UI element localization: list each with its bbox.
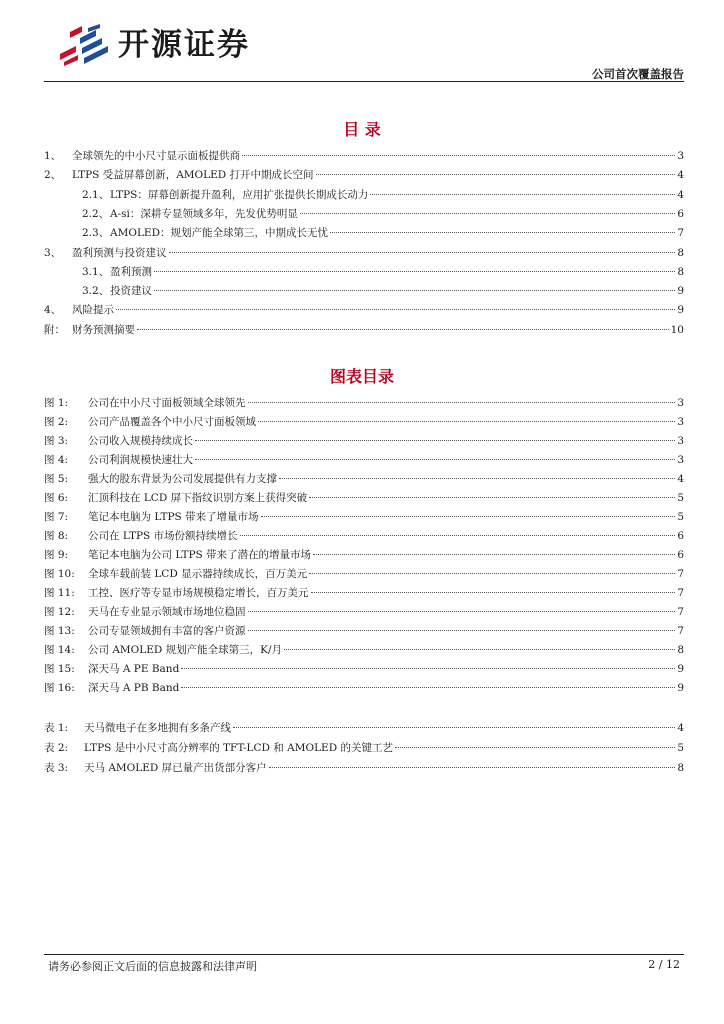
dot-leader (195, 459, 675, 460)
table-entry-number: 表 1: (44, 722, 69, 734)
figure-entry-title: 公司产品覆盖各个中小尺寸面板领域 (88, 416, 256, 428)
figure-entry[interactable] (44, 509, 684, 526)
figure-entry-title: 公司在中小尺寸面板领域全球领先 (88, 397, 246, 409)
figure-entry-page: 5 (677, 511, 684, 523)
figure-entry-number: 图 1: (44, 397, 69, 409)
toc-entry-page: 9 (677, 304, 684, 317)
toc-entry[interactable] (82, 264, 684, 281)
toc-entry[interactable] (82, 283, 684, 300)
toc-entry-number: 4、 (44, 304, 62, 317)
figure-entry-number: 图 16: (44, 682, 75, 694)
figure-entry-title: 公司利润规模快速壮大 (88, 454, 193, 466)
dot-leader (240, 535, 676, 536)
toc-entry-page: 4 (677, 169, 684, 182)
figure-entry-page: 3 (677, 416, 684, 428)
figure-entry-number: 图 14: (44, 644, 75, 656)
dot-leader (154, 271, 675, 272)
dot-leader (181, 668, 675, 669)
dot-leader (309, 573, 675, 574)
figure-entry-page: 6 (677, 530, 684, 542)
toc-entry-title: 盈利预测 (110, 265, 152, 278)
dot-leader (395, 747, 675, 748)
figure-entry-title: 笔记本电脑为 LTPS 带来了增量市场 (88, 511, 259, 523)
toc-entry-title: 风险提示 (72, 304, 114, 317)
dot-leader (284, 649, 675, 650)
dot-leader (313, 554, 675, 555)
figure-entry-page: 6 (677, 549, 684, 561)
figure-entry-page: 7 (677, 606, 684, 618)
toc-entry-number: 2.3、 (82, 227, 110, 240)
toc-entry-number: 2、 (44, 169, 62, 182)
figure-entry[interactable] (44, 604, 684, 621)
toc-entry-title: AMOLED：规划产能全球第三，中期成长无忧 (110, 227, 328, 240)
toc-entry-number: 2.2、 (82, 207, 110, 220)
figure-entry-page: 7 (677, 568, 684, 580)
figure-entry-title: 工控、医疗等专显市场规模稳定增长，百万美元 (88, 587, 309, 599)
figure-entry-page: 5 (677, 492, 684, 504)
figure-entry[interactable] (44, 433, 684, 450)
dot-leader (330, 232, 675, 233)
table-entry-number: 表 3: (44, 762, 69, 774)
dot-leader (181, 687, 675, 688)
figure-entry-number: 图 6: (44, 492, 69, 504)
toc-entry-number: 1、 (44, 150, 62, 162)
figure-entry-number: 图 8: (44, 530, 69, 542)
logo-red-strokes (60, 26, 82, 66)
dot-leader (195, 440, 675, 441)
toc-entry-title: LTPS：屏幕创新提升盈利，应用扩张提供长期成长动力 (110, 188, 369, 201)
figure-entry-title: 公司收入规模持续成长 (88, 435, 193, 447)
figure-entry[interactable] (44, 680, 684, 697)
figure-entry-title: 全球车载前装 LCD 显示器持续成长，百万美元 (88, 568, 308, 580)
figure-entry[interactable] (44, 452, 684, 469)
toc-entry[interactable] (44, 245, 684, 262)
dot-leader (116, 309, 675, 310)
figure-entry-number: 图 13: (44, 625, 75, 637)
dot-leader (261, 516, 676, 517)
figure-entry-title: 笔记本电脑为公司 LTPS 带来了潜在的增量市场 (88, 549, 312, 561)
figure-entry[interactable] (44, 528, 684, 545)
figure-entry-title: 公司在 LTPS 市场份额持续增长 (88, 530, 238, 542)
figure-entry-title: 公司 AMOLED 规划产能全球第三，K/月 (88, 644, 283, 656)
toc-entry-number: 3、 (44, 246, 62, 259)
figure-entry-page: 3 (677, 397, 684, 409)
dot-leader (248, 611, 676, 612)
figure-entry[interactable] (44, 566, 684, 583)
toc-entry[interactable] (82, 187, 684, 204)
logo-mark-icon (56, 24, 112, 66)
figure-entry-title: 深天马 A PE Band (88, 663, 180, 675)
table-entry-title: 天马微电子在多地拥有多条产线 (84, 722, 231, 734)
figure-entry-number: 图 3: (44, 435, 69, 447)
dot-leader (258, 421, 675, 422)
figure-entry-title: 汇顶科技在 LCD 屏下指纹识别方案上获得突破 (88, 492, 308, 504)
figure-entry[interactable] (44, 471, 684, 488)
toc-entry[interactable] (82, 225, 684, 242)
table-entry-page: 8 (677, 762, 684, 774)
dot-leader (269, 767, 676, 768)
figure-entry-page: 3 (677, 454, 684, 466)
toc-entry-page: 3 (677, 150, 684, 162)
toc-entry-page: 6 (677, 207, 684, 220)
toc-entry-page: 9 (677, 285, 684, 298)
logo-blue-strokes (80, 24, 108, 64)
figure-entry[interactable] (44, 585, 684, 602)
figure-entry-page: 4 (677, 473, 684, 485)
header-divider (44, 81, 684, 82)
page-number: 2 / 12 (648, 958, 680, 971)
figure-entry-number: 图 15: (44, 663, 75, 675)
toc-entry-page: 8 (677, 265, 684, 278)
report-type-label: 公司首次覆盖报告 (592, 67, 684, 81)
dot-leader (242, 155, 675, 156)
figure-entry-number: 图 12: (44, 606, 75, 618)
figure-entry-page: 7 (677, 587, 684, 599)
figure-entry-page: 8 (677, 644, 684, 656)
figure-entry-title: 公司专显领域拥有丰富的客户资源 (88, 625, 246, 637)
table-entry-title: LTPS 是中小尺寸高分辨率的 TFT-LCD 和 AMOLED 的关键工艺 (84, 742, 393, 754)
table-entry-number: 表 2: (44, 742, 69, 754)
figure-entry-title: 强大的股东背景为公司发展提供有力支撑 (88, 473, 277, 485)
figure-entry-number: 图 7: (44, 511, 69, 523)
table-entry-page: 5 (677, 742, 684, 754)
toc-entry-number: 3.1、 (82, 265, 110, 278)
figure-entry-number: 图 5: (44, 473, 69, 485)
figure-entry-page: 9 (677, 682, 684, 694)
company-logo (56, 22, 306, 68)
dot-leader (309, 497, 675, 498)
brand-name: 开源证券 (118, 27, 250, 63)
toc-entry-title: A-si：深耕专显领域多年，先发优势明显 (110, 207, 298, 220)
toc-entry[interactable] (44, 302, 684, 319)
footer-divider (44, 954, 684, 955)
figure-entry-title: 天马在专业显示领域市场地位稳固 (88, 606, 246, 618)
toc-entry-page: 7 (677, 227, 684, 240)
toc-entry-page: 4 (677, 188, 684, 201)
figure-entry[interactable] (44, 661, 684, 678)
table-entry[interactable] (44, 760, 684, 777)
table-entry[interactable] (44, 720, 684, 737)
toc-entry-page: 10 (670, 323, 684, 336)
toc-entry[interactable] (82, 206, 684, 223)
figure-entry-page: 9 (677, 663, 684, 675)
toc-entry-page: 8 (677, 246, 684, 259)
toc-title: 目 录 (343, 120, 381, 139)
dot-leader (233, 727, 675, 728)
dot-leader (300, 213, 675, 214)
footer-disclaimer: 请务必参阅正文后面的信息披露和法律声明 (48, 960, 257, 973)
dot-leader (279, 478, 675, 479)
toc-entry-number: 2.1、 (82, 188, 110, 201)
toc-entry[interactable] (44, 167, 684, 184)
dot-leader (169, 252, 676, 253)
table-entry-title: 天马 AMOLED 屏已量产出货部分客户 (84, 762, 267, 774)
figure-entry-page: 7 (677, 625, 684, 637)
toc-entry[interactable] (44, 148, 684, 165)
figure-entry-number: 图 2: (44, 416, 69, 428)
figures-list-title: 图表目录 (329, 367, 394, 386)
figure-entry[interactable] (44, 490, 684, 507)
dot-leader (316, 174, 676, 175)
figure-entry-page: 3 (677, 435, 684, 447)
toc-entry-title: 财务预测摘要 (72, 323, 135, 336)
dot-leader (137, 329, 669, 330)
figure-entry[interactable] (44, 547, 684, 564)
toc-entry-title: 投资建议 (110, 285, 152, 298)
figure-entry[interactable] (44, 414, 684, 431)
figure-entry[interactable] (44, 395, 684, 412)
figure-entry-number: 图 9: (44, 549, 69, 561)
toc-entry[interactable] (44, 322, 684, 339)
figure-entry[interactable] (44, 642, 684, 659)
toc-entry-number: 附： (44, 323, 65, 336)
page-header (44, 20, 684, 82)
dot-leader (248, 402, 676, 403)
table-entry-page: 4 (677, 722, 684, 734)
dot-leader (370, 194, 675, 195)
toc-entry-title: LTPS 受益屏幕创新，AMOLED 打开中期成长空间 (72, 169, 314, 182)
figure-entry-title: 深天马 A PB Band (88, 682, 180, 694)
dot-leader (154, 290, 675, 291)
dot-leader (248, 630, 676, 631)
figure-entry-number: 图 10: (44, 568, 75, 580)
table-entry[interactable] (44, 740, 684, 757)
toc-entry-title: 盈利预测与投资建议 (72, 246, 167, 259)
figure-entry-number: 图 4: (44, 454, 69, 466)
figure-entry[interactable] (44, 623, 684, 640)
dot-leader (311, 592, 676, 593)
toc-entry-title: 全球领先的中小尺寸显示面板提供商 (72, 150, 240, 162)
figure-entry-number: 图 11: (44, 587, 75, 599)
toc-entry-number: 3.2、 (82, 285, 110, 298)
